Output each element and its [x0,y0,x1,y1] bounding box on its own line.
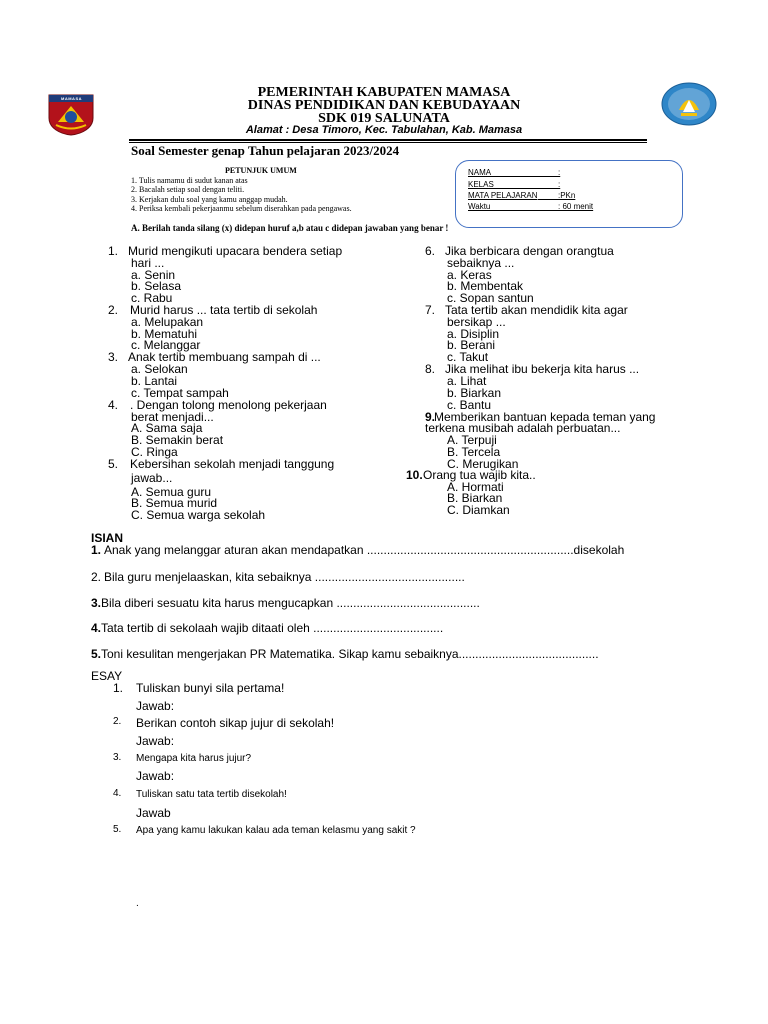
question-3-option-c[interactable]: c. Tempat sampah [131,386,229,400]
question-8-option-c[interactable]: c. Bantu [447,398,492,412]
question-2-text: Murid harus ... tata tertib di sekolah [130,303,318,317]
question-7-text-2: bersikap ... [447,315,506,329]
question-4-option-a[interactable]: A. Sama saja [131,421,203,435]
isian-4-text[interactable]: Tata tertib di sekolaah wajib ditaati oleh ....................................... [101,621,444,635]
question-10-option-a[interactable]: A. Hormati [447,480,504,494]
essay-5-text: Apa yang kamu lakukan kalau ada teman kelasmu yang sakit ? [136,825,416,836]
info-label-mapel: MATA PELAJARAN [468,191,538,200]
question-5-option-c[interactable]: C. Semua warga sekolah [131,508,266,522]
question-9-text: Memberikan bantuan kepada teman yang [434,410,656,424]
question-3-text: Anak tertib membuang sampah di ... [128,350,321,364]
essay-4-number: 4. [113,788,122,799]
question-6-option-c[interactable]: c. Sopan santun [447,291,534,305]
petunjuk-item-2: 2. Bacalah setiap soal dengan teliti. [131,185,245,194]
petunjuk-item-1: 1. Tulis namamu di sudut kanan atas [131,176,248,185]
info-label-kelas: KELAS [468,180,494,189]
section-a-instruction: A. Berilah tanda silang (x) didepan huruf a,b atau c didepan jawaban yang benar ! [131,223,449,233]
question-6-number: 6. [425,244,436,258]
question-5-number: 5. [108,457,119,471]
question-5-text-2: jawab... [131,471,173,485]
isian-1-number: 1. [91,543,102,557]
isian-1-text[interactable]: Anak yang melanggar aturan akan mendapatkan ..............................................................disekolah [104,543,625,557]
question-7-option-c[interactable]: c. Takut [447,350,489,364]
essay-1-number: 1. [113,681,124,695]
question-2-number: 2. [108,303,119,317]
header-department: DINAS PENDIDIKAN DAN KEBUDAYAAN [247,98,521,113]
info-value-nama: : [558,168,561,177]
info-label-nama: NAMA [468,168,492,177]
question-6-text-2: sebaiknya ... [447,256,515,270]
question-10-option-b[interactable]: B. Biarkan [447,491,503,505]
question-5-option-a[interactable]: A. Semua guru [131,485,212,499]
question-10-number: 10. [406,468,423,482]
question-10-text: Orang tua wajib kita.. [423,468,536,482]
question-2-option-a[interactable]: a. Melupakan [131,315,204,329]
question-6-option-b[interactable]: b. Membentak [447,279,524,293]
essay-2-text: Berikan contoh sikap jujur di sekolah! [136,716,335,730]
essay-1-text: Tuliskan bunyi sila pertama! [136,681,285,695]
essay-4-answer[interactable]: Jawab [136,806,171,820]
question-8-number: 8. [425,362,436,376]
question-7-text: Tata tertib akan mendidik kita agar [445,303,628,317]
isian-5-text[interactable]: Toni kesulitan mengerjakan PR Matematika. Sikap kamu sebaiknya.......................................... [101,647,599,661]
info-value-kelas: : [558,180,561,189]
essay-4-text: Tuliskan satu tata tertib disekolah! [136,789,287,800]
header-government: PEMERINTAH KABUPATEN MAMASA [257,85,511,100]
question-3-option-b[interactable]: b. Lantai [131,374,178,388]
question-1-text: Murid mengikuti upacara bendera setiap [128,244,343,258]
info-label-waktu: Waktu [468,202,491,211]
question-1-option-c[interactable]: c. Rabu [131,291,173,305]
question-3-number: 3. [108,350,119,364]
info-value-mapel: :PKn [558,191,576,200]
question-1-text-2: hari ... [131,256,165,270]
petunjuk-item-4: 4. Periksa kembali pekerjaanmu sebelum diserahkan pada pengawas. [131,204,352,213]
essay-title: ESAY [91,669,123,683]
header-address: Alamat : Desa Timoro, Kec. Tabulahan, Kab. Mamasa [245,124,523,136]
question-1-option-a[interactable]: a. Senin [131,268,176,282]
essay-2-answer[interactable]: Jawab: [136,734,175,748]
isian-4-number: 4. [91,621,102,635]
info-line-kelas [490,180,561,189]
question-5-text: Kebersihan sekolah menjadi tanggung [130,457,335,471]
question-3-option-a[interactable]: a. Selokan [131,362,188,376]
header-rule-top [129,139,647,141]
question-8-option-a[interactable]: a. Lihat [447,374,487,388]
question-4-option-c[interactable]: C. Ringa [131,445,178,459]
question-1-option-b[interactable]: b. Selasa [131,279,182,293]
question-9-option-c[interactable]: C. Merugikan [447,457,519,471]
question-8-text: Jika melihat ibu bekerja kita harus ... [445,362,640,376]
question-9-option-a[interactable]: A. Terpuji [447,433,497,447]
question-9-option-b[interactable]: B. Tercela [447,445,501,459]
question-4-option-b[interactable]: B. Semakin berat [131,433,224,447]
question-8-option-b[interactable]: b. Biarkan [447,386,502,400]
question-5-option-b[interactable]: B. Semua murid [131,496,218,510]
question-4-text: . Dengan tolong menolong pekerjaan [130,398,327,412]
trailing-dot: . [136,898,139,909]
essay-1-answer[interactable]: Jawab: [136,699,175,713]
isian-5-number: 5. [91,647,102,661]
info-line-nama [486,168,561,177]
isian-2-text[interactable]: Bila guru menjelaaskan, kita sebaiknya ............................................. [104,570,465,584]
isian-3-number: 3. [91,596,102,610]
info-line-mapel [538,191,558,200]
question-7-option-b[interactable]: b. Berani [447,338,496,352]
exam-title: Soal Semester genap Tahun pelajaran 2023/2024 [131,143,400,158]
isian-2-number: 2. [91,570,102,584]
question-4-number: 4. [108,398,119,412]
question-1-number: 1. [108,244,119,258]
essay-3-answer[interactable]: Jawab: [136,769,175,783]
essay-3-number: 3. [113,752,122,763]
question-9-number: 9. [425,410,436,424]
essay-3-text: Mengapa kita harus jujur? [136,753,252,764]
petunjuk-title: PETUNJUK UMUM [225,166,297,175]
petunjuk-item-3: 3. Kerjakan dulu soal yang kamu anggap mudah. [131,195,288,204]
question-9-text-2: terkena musibah adalah perbuatan... [425,421,621,435]
info-line-waktu [490,202,558,211]
question-7-number: 7. [425,303,436,317]
question-6-text: Jika berbicara dengan orangtua [445,244,614,258]
info-value-waktu: : 60 menit [558,202,594,211]
question-4-text-2: berat menjadi... [131,410,214,424]
isian-3-text[interactable]: Bila diberi sesuatu kita harus mengucapkan ........................................... [101,596,480,610]
left-logo-text: MAMASA [61,96,82,101]
header-school: SDK 019 SALUNATA [318,111,450,126]
essay-2-number: 2. [113,716,122,727]
question-2-option-b[interactable]: b. Mematuhi [131,327,198,341]
question-6-option-a[interactable]: a. Keras [447,268,492,282]
question-2-option-c[interactable]: c. Melanggar [131,338,201,352]
isian-title: ISIAN [91,531,124,545]
essay-5-number: 5. [113,824,122,835]
question-10-option-c[interactable]: C. Diamkan [447,503,510,517]
question-7-option-a[interactable]: a. Disiplin [447,327,500,341]
